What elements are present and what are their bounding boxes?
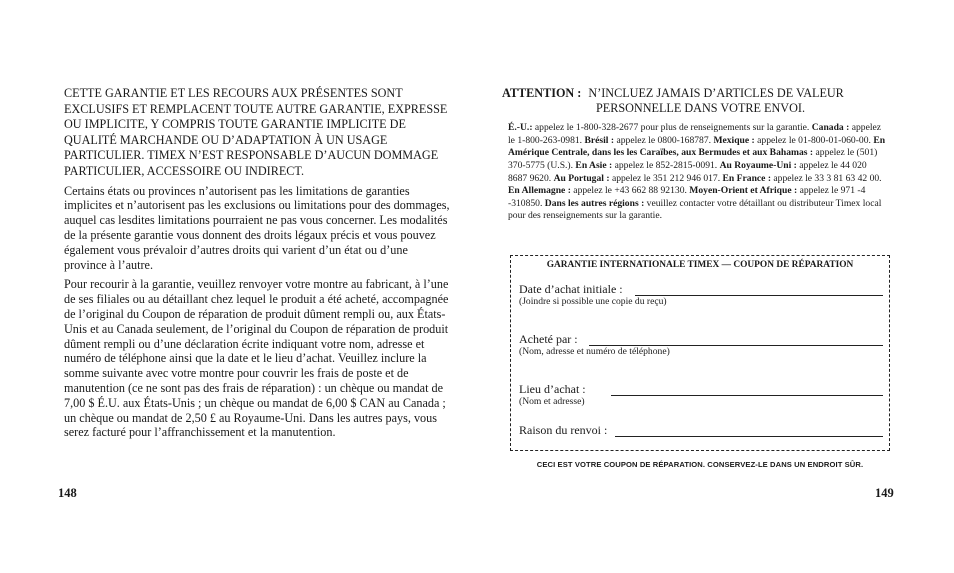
contact-region: Au Portugal : xyxy=(553,172,610,184)
coupon-footer-note: CECI EST VOTRE COUPON DE RÉPARATION. CONSERVEZ-LE DANS UN ENDROIT SÛR. xyxy=(536,460,864,469)
contact-text: veuillez contacter votre détaillant ou distributeur Timex local pour des renseignements sur la garantie. xyxy=(508,197,882,222)
return-reason-field[interactable] xyxy=(519,423,883,443)
contact-region: Mexique : xyxy=(713,134,755,146)
page-number-right: 149 xyxy=(875,486,894,500)
contact-numbers xyxy=(502,122,888,223)
contact-text: appelez le 01-800-01-060-00. xyxy=(754,134,874,146)
contact-region: En Asie : xyxy=(575,159,613,171)
coupon-title: GARANTIE INTERNATIONALE TIMEX — COUPON DE RÉPARATION xyxy=(546,260,854,270)
purchase-date-hint: (Joindre si possible une copie du reçu) xyxy=(519,296,667,307)
place-of-purchase-field[interactable] xyxy=(519,382,883,412)
contact-text: appelez le 1-800-263-0981. xyxy=(508,122,882,146)
page-number-left: 148 xyxy=(58,486,77,500)
attention-label: ATTENTION : xyxy=(502,86,582,100)
attention-notice xyxy=(502,86,892,115)
return-reason-line[interactable] xyxy=(615,436,883,437)
contact-text: appelez le 852-2815-0091. xyxy=(612,159,720,171)
place-of-purchase-label: Lieu d’achat : xyxy=(519,382,586,396)
attention-line-2: PERSONNELLE DANS VOTRE ENVOI. xyxy=(596,100,805,115)
warranty-return-paragraph: Pour recourir à la garantie, veuillez renvoyer votre montre au fabricant, à l’une de ses filiales ou au détaillant chez lequel le produit a été acheté, accompagnée de l’original du Coupon de réparation de produit dûment rempli ou, aux États-Unis et au Canada seulement, de l’original du Coupon de réparation de produit dûment rempli ou d’une déclaration écrite indiquant votre nom, adresse et numéro de téléphone ainsi que la date et le lieu d’achat. Veuillez inclure la somme suivante avec votre montre pour couvrir les frais de poste et de manutention (ce ne sont pas des frais de réparation) : un chèque ou mandat de 7,00 $ É.U. aux États-Unis ; un chèque ou mandat de 6,00 $ CAN au Canada ; un chèque ou mandat de 2,50 £ au Royaume-Uni. Dans les autres pays, vous serez facturé pour l’affranchissement et la manutention. xyxy=(64,277,449,440)
right-page-body xyxy=(502,86,892,223)
contact-text: appelez le 0800-168787. xyxy=(614,134,714,146)
warranty-disclaimer: CETTE GARANTIE ET LES RECOURS AUX PRÉSENTES SONT EXCLUSIFS ET REMPLACENT TOUTE AUTRE GARANTIE, EXPRESSE OU IMPLICITE, Y COMPRIS TOUTE GARANTIE IMPLICITE DE QUALITÉ MARCHANDE OU D’ADAPTATION À UN USAGE PARTICULIER. TIMEX N’EST RESPONSABLE D’AUCUN DOMMAGE PARTICULIER, ACCESSOIRE OU INDIRECT. xyxy=(64,86,448,178)
contact-region: En France : xyxy=(722,172,772,184)
contact-region: En Allemagne : xyxy=(508,185,571,197)
state-limitations-paragraph: Certains états ou provinces n’autorisent pas les limitations de garanties implicites et n’autorisent pas les exclusions ou limitations pour des dommages, auquel cas lesdites limitations pourraient ne pas vous concerner. Les modalités de la présente garantie vous donnent des droits légaux précis et vous pouvez également vous prévaloir d’autres droits qui varient d’un état ou d’une province à l’autre. xyxy=(64,183,450,272)
attention-line-1: N’INCLUEZ JAMAIS D’ARTICLES DE VALEUR xyxy=(588,86,844,100)
contact-text: appelez le 971 -4 -310850. xyxy=(508,185,866,209)
contact-region: Canada : xyxy=(811,122,850,134)
contact-region: Dans les autres régions : xyxy=(544,197,645,209)
repair-coupon xyxy=(510,255,890,451)
purchase-date-field[interactable] xyxy=(519,282,883,312)
bought-by-label: Acheté par : xyxy=(519,332,578,346)
contact-text: appelez le 33 3 81 63 42 00. xyxy=(771,172,882,184)
return-reason-label: Raison du renvoi : xyxy=(519,423,608,437)
contact-text: appelez le 44 020 8687 9620. xyxy=(508,159,867,184)
contact-text: appelez le (501) 370-5775 (U.S.). xyxy=(508,147,878,171)
contact-region: Au Royaume-Uni : xyxy=(719,159,797,171)
contact-region: Moyen-Orient et Afrique : xyxy=(689,185,798,197)
contact-region: Brésil : xyxy=(584,134,615,146)
bought-by-field[interactable] xyxy=(519,332,883,362)
contact-text: appelez le +43 662 88 92130. xyxy=(570,185,690,197)
contact-region: É.-U.: xyxy=(508,122,533,134)
bought-by-hint: (Nom, adresse et numéro de téléphone) xyxy=(519,346,670,357)
contact-region: En Amérique Centrale, dans les les Caraïbes, aux Bermudes et aux Bahamas : xyxy=(508,134,886,159)
contact-text: appelez le 1-800-328-2677 pour plus de renseignements sur la garantie. xyxy=(532,122,812,134)
place-of-purchase-hint: (Nom et adresse) xyxy=(519,396,585,407)
contact-text: appelez le 351 212 946 017. xyxy=(609,172,723,184)
purchase-date-line[interactable] xyxy=(635,295,883,296)
purchase-date-label: Date d’achat initiale : xyxy=(519,282,623,296)
left-page-body xyxy=(64,86,452,445)
place-of-purchase-line[interactable] xyxy=(611,395,883,396)
